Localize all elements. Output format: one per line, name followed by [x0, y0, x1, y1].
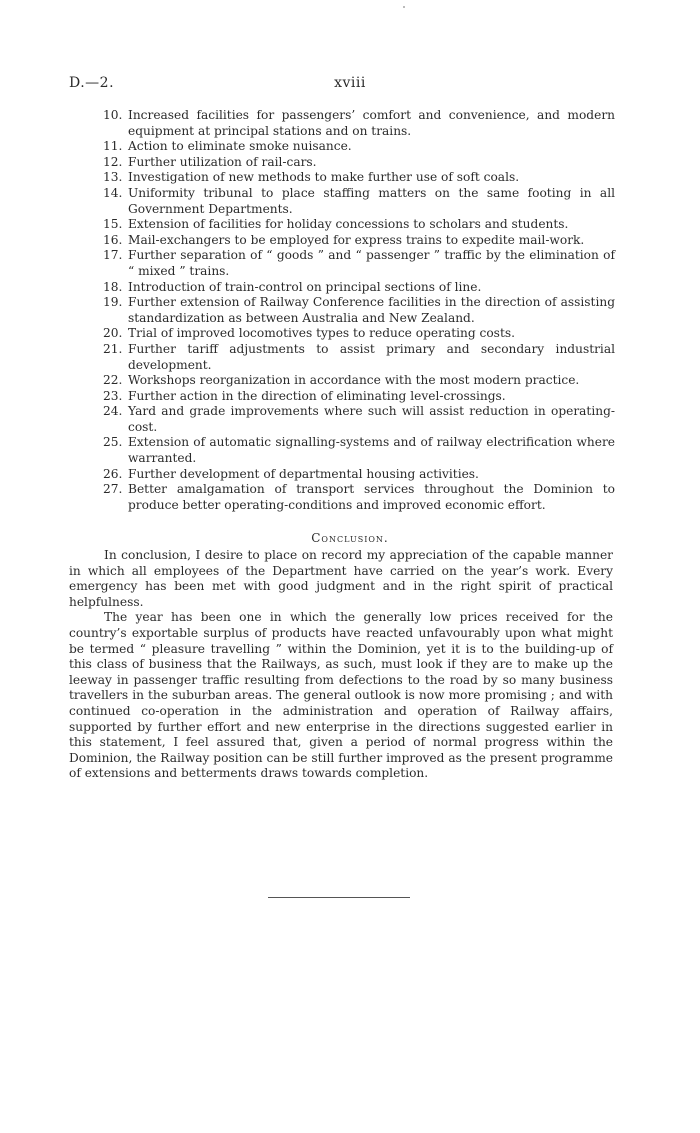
scan-mark [403, 6, 405, 8]
list-item [103, 233, 615, 249]
list-item-text: Action to eliminate smoke nuisance. [128, 139, 352, 154]
list-item-number: 27. [103, 482, 123, 497]
list-item-text: Better amalgamation of transport services throughout the Dominion to produce better operating-conditions and improved economic effort. [128, 482, 615, 512]
list-item-number: 13. [103, 170, 123, 185]
list-item-text: Trial of improved locomotives types to reduce operating costs. [128, 326, 515, 341]
list-item-text: Uniformity tribunal to place staffing matters on the same footing in all Government Departments. [128, 185, 615, 216]
list-item [103, 342, 615, 373]
list-item-number: 22. [103, 373, 123, 388]
list-item-text: Mail-exchangers to be employed for express trains to expedite mail-work. [128, 232, 585, 247]
numbered-list [103, 108, 615, 513]
list-item-number: 26. [103, 466, 123, 481]
list-item-number: 24. [103, 404, 123, 419]
list-item [103, 467, 615, 483]
list-item-number: 11. [103, 139, 123, 154]
list-item-number: 19. [103, 295, 123, 310]
document-reference: D.—2. [69, 75, 115, 91]
list-item [103, 217, 615, 233]
list-item [103, 482, 615, 513]
list-item-text: Further development of departmental housing activities. [128, 466, 479, 481]
section-heading: Conclusion. [311, 531, 389, 545]
list-item-number: 16. [103, 232, 123, 247]
list-item [103, 139, 615, 155]
list-item-text: Yard and grade improvements where such will assist reduction in operating-cost. [128, 404, 615, 434]
list-item [103, 170, 615, 186]
list-item-text: Further extension of Railway Conference facilities in the direction of assisting standardization as between Australia and New Zealand. [128, 295, 615, 325]
list-item-text: Further tariff adjustments to assist primary and secondary industrial development. [128, 341, 615, 372]
list-item-text: Extension of facilities for holiday concessions to scholars and students. [128, 217, 569, 232]
list-item [103, 326, 615, 342]
list-item-text: Further separation of “ goods ” and “ passenger ” traffic by the elimination of “ mixed ” trains. [128, 248, 615, 278]
list-item-text: Further utilization of rail-cars. [128, 154, 317, 169]
list-item-number: 12. [103, 154, 123, 169]
list-item-number: 23. [103, 388, 123, 403]
list-item-text: Introduction of train-control on principal sections of line. [128, 279, 482, 294]
list-item-number: 25. [103, 435, 123, 450]
list-item [103, 373, 615, 389]
list-item-number: 18. [103, 279, 123, 294]
paragraph: The year has been one in which the generally low prices received for the country’s exportable surplus of products have reacted unfavourably upon what might be termed “ pleasure travelling ” within the Dominion, yet it is to the building-up of this class of business that the Railways, as such, must look if they are to make up the leeway in passenger traffic resulting from defections to the road by so many business travellers in the suburban areas. The general outlook is now more promising ; and with continued co-operation in the administration and operation of Railway affairs, supported by further effort and new enterprise in the directions suggested earlier in this statement, I feel assured that, given a period of normal progress within the Dominion, the Railway position can be still further improved as the present programme of extensions and betterments draws towards completion. [69, 610, 613, 781]
list-item-text: Extension of automatic signalling-systems and of railway electrification where warranted. [128, 435, 615, 466]
list-item-number: 20. [103, 326, 123, 341]
list-item-number: 10. [103, 108, 123, 122]
list-item [103, 248, 615, 279]
list-item [103, 435, 615, 466]
list-item-number: 21. [103, 341, 123, 356]
list-item [103, 404, 615, 435]
list-item [103, 155, 615, 171]
list-item-number: 15. [103, 217, 123, 232]
list-item-text: Further action in the direction of eliminating level-crossings. [128, 388, 506, 403]
list-item-text: Investigation of new methods to make further use of soft coals. [128, 170, 520, 185]
conclusion-body [69, 548, 613, 782]
end-rule [268, 897, 410, 898]
list-item [103, 295, 615, 326]
list-item [103, 280, 615, 296]
list-item [103, 389, 615, 405]
list-item [103, 108, 615, 139]
list-item-number: 17. [103, 248, 123, 263]
page-number: xviii [334, 75, 366, 91]
list-item-text: Increased facilities for passengers’ comfort and convenience, and modern equipment at principal stations and on trains. [128, 108, 615, 138]
list-item-number: 14. [103, 185, 123, 200]
list-item [103, 186, 615, 217]
paragraph: In conclusion, I desire to place on record my appreciation of the capable manner in which all employees of the Department have carried on the year’s work. Every emergency has been met with good judgment and in the right spirit of practical helpfulness. [69, 548, 613, 609]
list-item-text: Workshops reorganization in accordance with the most modern practice. [128, 373, 580, 388]
